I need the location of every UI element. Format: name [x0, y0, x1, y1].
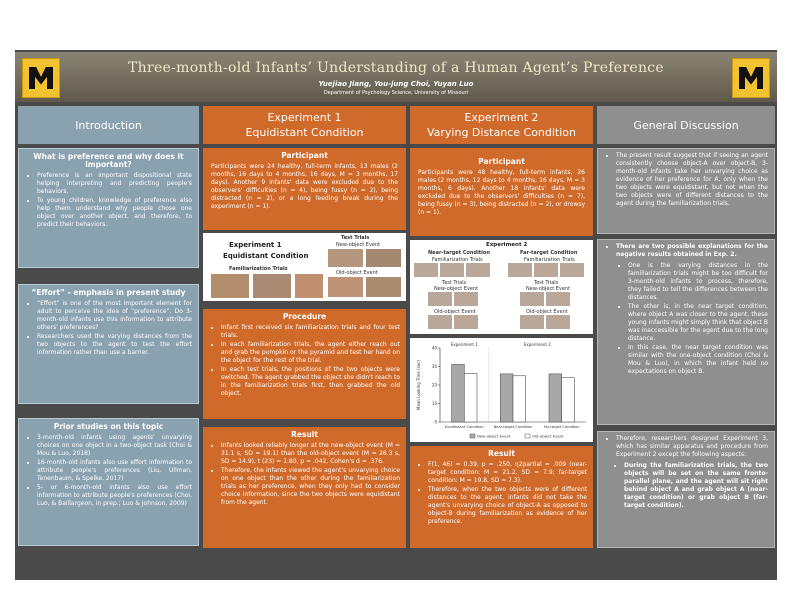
y-tick-label: 0 — [434, 419, 437, 425]
list-item: • One is the varying distances in the familiarization trials might be too difficult for 3-month-old infants to process, therefore, they failed to tell the differences between the distances. — [628, 262, 768, 302]
y-tick-label: 30 — [431, 364, 437, 369]
figure-photo — [295, 274, 323, 298]
list-item: • F(1, 46) = 0.39, p = .250, η2partial = .009 (near-target condition: M = 21.2, SD = 7.9; far-target condition: M = 19.8, SD = 7.3). — [428, 461, 587, 485]
list-item: • 3-month-old infants using agents' unvarying choices on one object in a two-object task (Choi & Mou & Luo, 2018) — [37, 434, 192, 458]
exp2-result-box — [410, 446, 593, 548]
section-text: Participants were 24 healthy, full-term infants, 13 males (2 months, 16 days to 4 months, 16 days, M = 3 months, 17 days). Another 9 infants' data were excluded due to the observers' difficulties (n = 4), being fussy (n = 2), being distracted (n = 2), or a long feeding break during the experiment (n = 1). — [211, 163, 398, 210]
list-item: • In this case, the near target condition was similar with the one-object condition (Choi & Mou & Luo), in which the infant held no expectations on object B. — [628, 344, 768, 376]
figure-photo — [546, 292, 570, 306]
intro-prior-studies-box — [18, 418, 199, 546]
column-heading-text: Experiment 2 — [464, 111, 539, 124]
column-heading-subtext: Varying Distance Condition — [426, 126, 577, 139]
figure-photo — [428, 315, 452, 329]
section-heading: What is preference and why does it important? — [33, 152, 184, 169]
x-tick-label: Equidistant Condition — [445, 425, 484, 429]
list-item: • Infants looked reliably longer at the new-object event (M = 31.1 s, SD = 19.1) than the old-object event (M = 26.3 s, SD = 14.9), t (23) = 1.80, p = .042, Cohen's d = .376. — [221, 442, 400, 466]
poster-title: Three-month-old Infants’ Understanding of a Human Agent’s Preference — [128, 60, 664, 76]
mizzou-m-icon — [29, 67, 53, 89]
section-heading: Prior studies on this topic — [53, 422, 164, 431]
bar-old-object — [464, 373, 477, 422]
column-heading-text: Experiment 1 — [267, 111, 342, 124]
bullet-list — [27, 300, 192, 357]
figure-photo — [520, 292, 544, 306]
figure-label: Near-target Condition — [428, 250, 490, 256]
section-heading: “Effort” - emphasis in present study — [31, 288, 186, 297]
figure-label: New-object Event — [434, 286, 479, 292]
panel-title: Experiment 2 — [523, 342, 551, 347]
list-item: • 16-month-old infants also use effort information to attribute people's preferences (Liu, Ullman, Tenenbaum, & Spelke, 2017) — [37, 459, 192, 483]
column-heading-experiment-2 — [410, 106, 593, 144]
section-heading: Participant — [281, 151, 328, 160]
bullet-list — [211, 442, 400, 507]
figure-subtitle: Equidistant Condition — [223, 252, 309, 260]
exp1-procedure-box — [203, 309, 406, 419]
mizzou-m-icon — [739, 67, 763, 89]
figure-label: New-object Event — [526, 286, 571, 292]
section-heading: Participant — [478, 157, 525, 166]
legend-swatch — [470, 434, 475, 438]
figure-photo — [211, 274, 249, 298]
figure-label: Familiarization Trials — [229, 266, 288, 272]
list-item: • “Effort” is one of the most important element for adult to perceive the idea of “preference”. Do 3-month-old infants use this information to attribute others' preferences? — [37, 300, 192, 332]
discussion-explanations-box — [597, 239, 775, 425]
legend-swatch — [525, 434, 530, 438]
figure-photo — [328, 277, 363, 297]
figure-photo — [560, 263, 584, 277]
panel-title: Experiment 1 — [450, 342, 478, 347]
figure-title: Experiment 1 — [229, 241, 282, 249]
list-item: • To young children, knowledge of preference also help them understand why people chose one object over another object, and therefore, to predict their behaviors. — [37, 197, 192, 229]
list-item: • Therefore, researchers designed Experiment 3, which has similar apparatus and procedure from Experiment 2 except the following aspects: — [616, 435, 768, 459]
figure-photo — [534, 263, 558, 277]
section-text: Participants were 48 healthy, full-term infants, 26 males (2 months, 12 days to 4 months, 16 days, M = 3 months, 6 days). Another 18 infants' data were excluded due to the observers' difficulties (n = 7), being fussy (n = 3), being distracted (n = 2), or drowsy (n = 1). — [418, 169, 585, 216]
figure-photo — [508, 263, 532, 277]
figure-label: Test Trials — [534, 280, 559, 286]
figure-label: Test Trials — [442, 280, 467, 286]
figure-photo — [428, 292, 452, 306]
y-tick-label: 20 — [431, 382, 437, 388]
figure-photo — [546, 315, 570, 329]
column-heading-text: General Discussion — [633, 118, 739, 132]
discussion-summary-box — [597, 148, 775, 234]
column-heading-introduction — [18, 106, 199, 144]
x-tick-label: Near-target Condition — [493, 425, 533, 429]
sub-bullet-list — [614, 462, 768, 510]
bar-new-object — [549, 374, 562, 422]
figure-label: Familiarization Trials — [432, 257, 483, 263]
figure-label: Old-object Event — [526, 309, 568, 315]
figure-photo — [454, 315, 478, 329]
figure-photo — [366, 249, 401, 267]
list-item: • During the familiarization trials, the two objects will be set on the same fronto-parallel plane, and the agent will sit right behind object A and grab object A (near-target condition) or grab object B (far-target condition). — [624, 462, 768, 510]
section-heading: Result — [291, 430, 318, 439]
bullet-list — [27, 172, 192, 229]
list-item: • Researchers used the varying distances from the two objects to the agent to test the effort information rather than use a barrier. — [37, 333, 192, 357]
figure-label: Old-object Event — [336, 270, 378, 276]
figure-photo — [520, 315, 544, 329]
figure-label: New-object Event — [336, 242, 381, 248]
bar-old-object — [513, 376, 526, 422]
column-heading-experiment-1 — [203, 106, 406, 144]
figure-photo — [414, 263, 438, 277]
figure-photo — [440, 263, 464, 277]
exp2-participant-box — [410, 148, 593, 236]
figure-photo — [466, 263, 490, 277]
list-item: • 5- or 6-month-old infants also use effort information to attribute people's preferences (Choi, Luo, & Baillargeon, in prep.; Luo & Johnson, 2009) — [37, 484, 192, 508]
list-item: • The other is, in the near target condition, where object A was closer to the agent, these young infants might simply think that object B was inaccessible for the agent due to the long distance. — [628, 303, 768, 343]
list-item: • Therefore, when the two objects were of different distances to the agent, infants did not take the agent's unvarying choice of object-A as opposed to object-B during familiarization as evidence of her preference. — [428, 486, 587, 526]
section-heading: Procedure — [282, 312, 327, 321]
figure-photo — [253, 274, 291, 298]
bar-new-object — [452, 364, 465, 422]
x-tick-label: Far-target Condition — [543, 425, 580, 429]
list-item: • Preference is an important dispositional state helping interpreting and predicting people's behaviors. — [37, 172, 192, 196]
legend-label: New-object Event — [477, 433, 511, 439]
list-item: • Therefore, the infants viewed the agent's unvarying choice on one object than the other during the familiarization trials as her preference, when they only had to consider choice information, since the two objects were equidistant from the agent. — [221, 467, 400, 507]
y-axis-label: Mean Looking Time (sec) — [416, 360, 421, 410]
bar-new-object — [500, 374, 513, 422]
figure-label: Familiarization Trials — [524, 257, 575, 263]
intro-preference-box — [18, 148, 199, 268]
university-logo-right — [732, 58, 770, 98]
sub-bullet-list — [618, 262, 768, 376]
intro-effort-box — [18, 284, 199, 404]
column-heading-general-discussion — [597, 106, 775, 144]
exp1-participant-box — [203, 148, 406, 230]
bullet-list — [606, 435, 768, 459]
bar-old-object — [562, 378, 575, 422]
poster-department: Department of Psychology Science, University of Missouri — [323, 90, 469, 96]
list-item: • The present result suggest that if seeing an agent consistently choose object-A over object-B, 3-month-old infants take her unvarying choice as evidence of her preference for A, only when the two objects were equidistant, but not when the two objects were of different distances to the agent during the familiarization trials. — [616, 152, 768, 208]
bullet-list — [27, 434, 192, 508]
results-bar-chart — [410, 338, 593, 442]
bullet-list — [606, 243, 768, 259]
y-tick-label: 10 — [431, 401, 437, 406]
column-heading-text: Introduction — [75, 118, 142, 132]
discussion-future-box — [597, 431, 775, 548]
list-item: • In each test trials, the positions of the two objects were switched. The agent grabbed the object she didn't reach to in the familiarization trials first, then grabbed the old object. — [221, 366, 400, 398]
list-item: • There are two possible explanations for the negative results obtained in Exp. 2. — [616, 243, 768, 259]
exp2-procedure-figure — [410, 240, 593, 334]
figure-title: Experiment 2 — [486, 242, 528, 248]
list-item: • Infant first received six familiarization trials and four test trials. — [221, 324, 400, 340]
column-heading-subtext: Equidistant Condition — [245, 126, 364, 139]
list-item: • In each familiarization trials, the agent either reach out and grab the pumpkin or the pyramid and test her hand on the object for the rest of the trial. — [221, 341, 400, 365]
exp1-result-box — [203, 427, 406, 548]
y-tick-label: 40 — [431, 345, 437, 351]
bar-chart-svg — [410, 338, 593, 442]
figure-label: Old-object Event — [434, 309, 476, 315]
figure-photo — [366, 277, 401, 297]
figure-photo — [454, 292, 478, 306]
legend-label: Old-object Event — [532, 433, 564, 439]
exp1-procedure-figure — [203, 233, 406, 301]
bullet-list — [418, 461, 587, 526]
poster-authors: Yuejiao Jiang, You-jung Choi, Yuyan Luo — [318, 80, 474, 88]
figure-photo — [328, 249, 363, 267]
figure-label: Far-target Condition — [520, 250, 578, 256]
bullet-list — [211, 324, 400, 398]
university-logo-left — [22, 58, 60, 98]
bullet-list — [606, 152, 768, 208]
figure-label: Test Trials — [341, 235, 370, 241]
section-heading: Result — [488, 449, 515, 458]
